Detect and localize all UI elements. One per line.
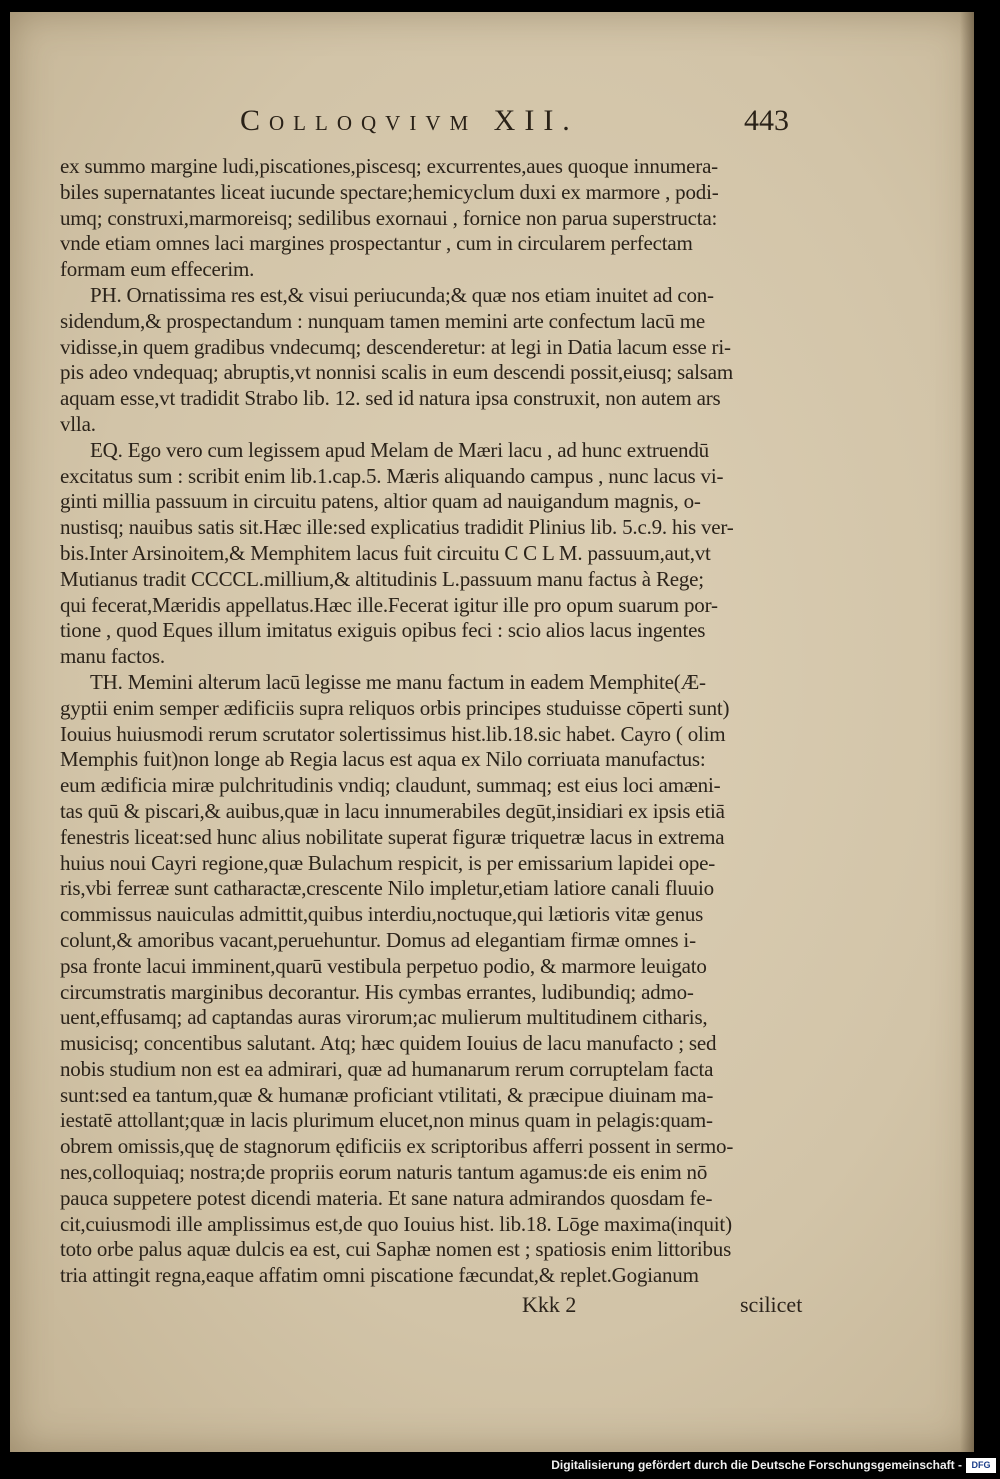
text-line: toto orbe palus aquæ dulcis ea est, cui Saphæ nomen est ; spatiosis enim littoribus (60, 1237, 732, 1262)
paragraph-start-th: TH. Memini alterum lacū legisse me manu factum in eadem Memphite(Æ- (90, 669, 706, 694)
text-line: cit,cuiusmodi ille amplissimus est,de quo Iouius hist. lib.18. Lōge maxima(inquit) (60, 1211, 732, 1236)
text-line: gyptii enim semper ædificiis supra reliquos orbis principes studuisse cōperti sunt) (60, 695, 730, 720)
text-line: obrem omissis,quę de stagnorum ędificiis ex scriptoribus afferri possent in sermo- (60, 1134, 734, 1159)
text-line: musicisq; concentibus salutant. Atq; hæc quidem Iouius de lacu manufacto ; sed (60, 1031, 717, 1056)
text-line: psa fronte lacui imminent,quarū vestibula perpetuo podio, & marmore leuigato (60, 953, 707, 978)
text-line: tione , quod Eques illum imitatus exiguis opibus feci : scio alios lacus ingentes (60, 618, 706, 643)
text-line: excitatus sum : scribit enim lib.1.cap.5. Mæris aliquando campus , nunc lacus vi- (60, 463, 724, 488)
body-text (60, 154, 820, 1289)
digitization-credit-bar (0, 1454, 1000, 1479)
text-line: aquam esse,vt tradidit Strabo lib. 12. sed id natura ipsa construxit, non autem ars (60, 386, 721, 411)
paragraph-start-eq: EQ. Ego vero cum legissem apud Melam de Mæri lacu , ad hunc extruendū (90, 437, 709, 462)
text-line: fenestris liceat:sed hunc alius nobilitate superat figuræ triquetræ lacus in extrema (60, 824, 725, 849)
text-line: eum ædificia miræ pulchritudinis vndiq; claudunt, summaq; est eius loci amæni- (60, 773, 721, 798)
credit-text: Digitalisierung gefördert durch die Deutsche Forschungsgemeinschaft - (551, 1458, 962, 1472)
text-line: sunt:sed ea tantum,quæ & humanæ proficiant vtilitati, & præcipue diuinam ma- (60, 1082, 714, 1107)
page-number: 443 (744, 104, 789, 137)
text-line: vlla. (60, 411, 96, 436)
page-edge-shadow (960, 12, 974, 1452)
running-title: Colloqvivm XII. (240, 104, 579, 137)
text-line: umq; construxi,marmoreisq; sedilibus exornaui , fornice non parua superstructa: (60, 205, 718, 230)
text-line: sidendum,& prospectandum : nunquam tamen memini arte confectum lacū me (60, 308, 705, 333)
book-page (10, 12, 974, 1452)
text-line: vnde etiam omnes laci margines prospectantur , cum in circularem perfectam (60, 231, 693, 256)
text-line: ris,vbi ferreæ sunt catharactæ,crescente Nilo impletur,etiam latiore canali fluuio (60, 876, 714, 901)
text-line: commissus nauiculas admittit,quibus interdiu,noctuque,qui lætioris vitæ genus (60, 902, 704, 927)
text-line: colunt,& amoribus vacant,peruehuntur. Domus ad elegantiam firmæ omnes i- (60, 927, 696, 952)
text-line: tria attingit regna,eaque affatim omni piscatione fæcundat,& replet.Gogianum (60, 1263, 699, 1288)
text-line: Mutianus tradit CCCCL.millium,& altitudinis L.passuum manu factus à Rege; (60, 566, 704, 591)
text-line: Memphis fuit)non longe ab Regia lacus est aqua ex Nilo corriuata manufactus: (60, 747, 706, 772)
page-header (10, 104, 974, 144)
text-line: qui fecerat,Mæridis appellatus.Hæc ille.Fecerat igitur ille pro opum suarum por- (60, 592, 718, 617)
text-line: ex summo margine ludi,piscationes,piscesq; excurrentes,aues quoque innumera- (60, 154, 718, 178)
page-footer (10, 1292, 974, 1322)
text-line: tas quū & piscari,& auibus,quæ in lacu innumerabiles degūt,insidiari ex ipsis etiā (60, 798, 725, 823)
text-line: pis adeo vndequaq; abruptis,vt nonnisi scalis in eum descendi possit,eiusq; salsam (60, 360, 734, 385)
text-line: Iouius huiusmodi rerum scrutator solertissimus hist.lib.18.sic habet. Cayro ( olim (60, 721, 726, 746)
text-line: manu factos. (60, 644, 165, 669)
text-line: formam eum effecerim. (60, 257, 255, 282)
text-line: vidisse,in quem gradibus vndecumq; descenderetur: at legi in Datia lacum esse ri- (60, 334, 731, 359)
text-line: uent,effusamq; ad captandas auras virorum;ac mulierum multitudinem citharis, (60, 1005, 708, 1030)
text-line: pauca suppetere potest dicendi materia. Et sane natura admirandos quosdam fe- (60, 1185, 713, 1210)
dfg-logo: DFG (966, 1458, 996, 1473)
catchword: scilicet (740, 1292, 803, 1317)
text-line: nobis studium non est ea admirari, quæ ad humanarum rerum corruptelam facta (60, 1056, 714, 1081)
text-line: nustisq; nauibus satis sit.Hæc ille:sed explicatius tradidit Plinius lib. 5.c.9. his ver- (60, 515, 734, 540)
text-line: biles supernatantes liceat iucunde spectare;hemicyclum duxi ex marmore , podi- (60, 179, 719, 204)
text-line: circumstratis marginibus decorantur. His cymbas errantes, ludibundiq; admo- (60, 979, 694, 1004)
text-line: nes,colloquiaq; nostra;de propriis eorum naturis tantum agamus:de eis enim nō (60, 1160, 708, 1185)
text-line: huius noui Cayri regione,quæ Bulachum respicit, is per emissarium lapidei ope- (60, 850, 716, 875)
signature-mark: Kkk 2 (522, 1292, 577, 1317)
text-line: iestatē attollant;quæ in lacis plurimum elucet,non minus quam in pelagis:quam- (60, 1108, 713, 1133)
paragraph-start-ph: PH. Ornatissima res est,& visui periucunda;& quæ nos etiam inuitet ad con- (90, 282, 714, 307)
text-line: bis.Inter Arsinoitem,& Memphitem lacus fuit circuitu C C L M. passuum,aut,vt (60, 540, 711, 565)
text-line: ginti millia passuum in circuitu patens, altior quam ad nauigandum magnis, o- (60, 489, 701, 514)
